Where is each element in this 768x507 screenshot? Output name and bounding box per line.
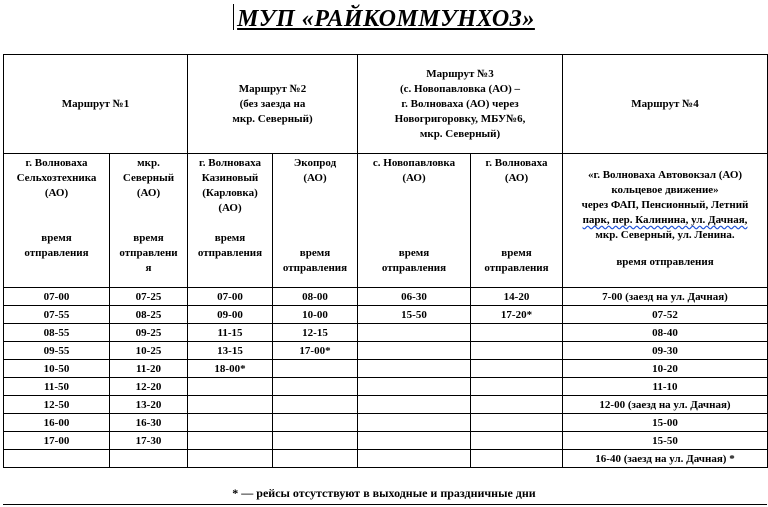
- time-cell: 09-00: [188, 306, 273, 324]
- time-cell: [273, 360, 358, 378]
- time-cell: 17-00: [4, 432, 110, 450]
- time-cell: 10-25: [110, 342, 188, 360]
- time-label: отправления: [282, 262, 348, 274]
- route-2-sub: (без заезда на: [239, 97, 306, 110]
- time-label: время: [299, 247, 331, 259]
- time-cell: 15-00: [563, 414, 768, 432]
- time-cell: 15-50: [563, 432, 768, 450]
- time-cell: 16-40 (заезд на ул. Дачная) *: [563, 450, 768, 468]
- time-cell: [273, 450, 358, 468]
- table-row: [4, 450, 768, 468]
- time-label: отправлени: [119, 247, 178, 259]
- col-header: [110, 154, 188, 288]
- time-label: отправления: [484, 262, 549, 274]
- time-label: время: [398, 247, 430, 259]
- time-cell: [188, 450, 273, 468]
- col-line: Северный: [122, 172, 175, 184]
- col-line: через ФАП, Пенсионный, Летний: [581, 199, 749, 211]
- time-cell: 11-20: [110, 360, 188, 378]
- col-line: (АО): [218, 202, 242, 214]
- time-cell: [471, 414, 563, 432]
- col-line: Сельхозтехника: [16, 172, 97, 184]
- page-title: [0, 4, 768, 33]
- col-header: [471, 154, 563, 288]
- table-row: [4, 396, 768, 414]
- time-cell: [471, 360, 563, 378]
- schedule-table: [3, 54, 768, 468]
- time-cell: 12-20: [110, 378, 188, 396]
- table-row: [4, 342, 768, 360]
- title-text: МУП «РАЙКОММУНХОЗ»: [237, 6, 535, 32]
- time-cell: 14-20: [471, 288, 563, 306]
- table-row: [4, 288, 768, 306]
- table-row: [4, 306, 768, 324]
- col-line: (АО): [44, 187, 69, 199]
- time-cell: 11-15: [188, 324, 273, 342]
- time-cell: [273, 414, 358, 432]
- time-cell: 12-50: [4, 396, 110, 414]
- time-cell: 16-30: [110, 414, 188, 432]
- col-line: (Карловка): [202, 187, 258, 199]
- time-cell: [471, 342, 563, 360]
- time-label: время отправления: [616, 256, 714, 268]
- col-header: [273, 154, 358, 288]
- time-cell: 09-30: [563, 342, 768, 360]
- time-cell: [188, 432, 273, 450]
- time-cell: 10-20: [563, 360, 768, 378]
- col-line: г. Волноваха: [485, 157, 548, 169]
- col-line: мкр.: [137, 157, 160, 169]
- col-line: Казиновый: [201, 172, 259, 184]
- col-line: (АО): [402, 172, 426, 184]
- text-cursor: [233, 4, 234, 30]
- col-line: кольцевое движение»: [611, 184, 719, 196]
- table-row: [4, 414, 768, 432]
- time-cell: 07-00: [4, 288, 110, 306]
- time-label: время: [214, 232, 246, 244]
- time-cell: 17-00*: [273, 342, 358, 360]
- time-cell: 11-10: [563, 378, 768, 396]
- time-cell: [358, 432, 471, 450]
- route-header-row: [4, 55, 768, 154]
- time-cell: 15-50: [358, 306, 471, 324]
- time-cell: 18-00*: [188, 360, 273, 378]
- time-cell: 17-20*: [471, 306, 563, 324]
- time-cell: 09-25: [110, 324, 188, 342]
- time-cell: [273, 396, 358, 414]
- time-cell: 06-30: [358, 288, 471, 306]
- route-4-header: [563, 55, 768, 154]
- time-cell: 7-00 (заезд на ул. Дачная): [563, 288, 768, 306]
- route-1-header: [4, 55, 188, 154]
- time-cell: 13-20: [110, 396, 188, 414]
- col-header: [4, 154, 110, 288]
- table-row: [4, 360, 768, 378]
- table-row: [4, 324, 768, 342]
- col-line: (АО): [303, 172, 327, 184]
- time-cell: 08-25: [110, 306, 188, 324]
- time-cell: [358, 450, 471, 468]
- col-line: с. Новопавловка: [372, 157, 456, 169]
- column-header-row: [4, 154, 768, 288]
- time-cell: 08-40: [563, 324, 768, 342]
- time-cell: [471, 324, 563, 342]
- time-label: время: [41, 232, 72, 244]
- time-cell: 12-00 (заезд на ул. Дачная): [563, 396, 768, 414]
- route-1-title: Маршрут №1: [61, 97, 130, 110]
- route-3-title: Маршрут №3: [426, 67, 494, 80]
- route-2-sub: мкр. Северный): [232, 112, 313, 125]
- col-line: г. Волноваха: [199, 157, 261, 169]
- time-cell: 07-52: [563, 306, 768, 324]
- time-cell: 16-00: [4, 414, 110, 432]
- col-line: Экопрод: [293, 157, 337, 169]
- time-cell: [358, 324, 471, 342]
- time-cell: 10-50: [4, 360, 110, 378]
- time-cell: 09-55: [4, 342, 110, 360]
- col-header: [188, 154, 273, 288]
- col-line: (АО): [504, 172, 529, 184]
- time-cell: 08-00: [273, 288, 358, 306]
- time-cell: 07-55: [4, 306, 110, 324]
- time-cell: [358, 378, 471, 396]
- route-3-sub: г. Волноваха (АО) через: [401, 97, 519, 110]
- route-3-sub: (с. Новопавловка (АО) –: [399, 82, 521, 95]
- time-cell: [273, 432, 358, 450]
- time-label: время: [501, 247, 532, 259]
- time-cell: 17-30: [110, 432, 188, 450]
- time-cell: [110, 450, 188, 468]
- route-3-header: [358, 55, 563, 154]
- time-cell: 10-00: [273, 306, 358, 324]
- time-label: отправления: [381, 262, 447, 274]
- route-3-sub: мкр. Северный): [419, 127, 501, 140]
- time-cell: [471, 396, 563, 414]
- time-cell: [471, 450, 563, 468]
- col-line: г. Волноваха: [25, 157, 88, 169]
- time-cell: 13-15: [188, 342, 273, 360]
- time-cell: 11-50: [4, 378, 110, 396]
- time-cell: [188, 378, 273, 396]
- table-row: [4, 378, 768, 396]
- time-label: отправления: [197, 247, 263, 259]
- footnote: * — рейсы отсутствуют в выходные и праздничные дни: [232, 486, 536, 500]
- time-cell: [471, 432, 563, 450]
- time-label: я: [145, 262, 152, 274]
- col-line: «г. Волноваха Автовокзал (АО): [587, 169, 743, 181]
- footer-divider: [3, 504, 767, 505]
- time-cell: [358, 414, 471, 432]
- time-label: время: [133, 232, 164, 244]
- time-cell: [4, 450, 110, 468]
- time-label: отправления: [24, 247, 89, 259]
- time-cell: [188, 396, 273, 414]
- time-cell: [358, 342, 471, 360]
- time-cell: [358, 396, 471, 414]
- col-line: (АО): [136, 187, 161, 199]
- col-header: [358, 154, 471, 288]
- route-2-header: [188, 55, 358, 154]
- route-3-sub: Новогригоровку, МБУ№6,: [394, 112, 526, 125]
- time-cell: [188, 414, 273, 432]
- time-cell: 07-25: [110, 288, 188, 306]
- col-line: парк, пер. Калинина, ул. Дачная,: [582, 214, 748, 226]
- time-cell: [471, 378, 563, 396]
- time-cell: 12-15: [273, 324, 358, 342]
- time-cell: 07-00: [188, 288, 273, 306]
- time-cell: 08-55: [4, 324, 110, 342]
- col-header: [563, 154, 768, 288]
- time-cell: [358, 360, 471, 378]
- col-line: мкр. Северный, ул. Ленина.: [595, 229, 735, 241]
- route-2-title: Маршрут №2: [238, 82, 307, 95]
- route-4-title: Маршрут №4: [631, 97, 699, 110]
- time-cell: [273, 378, 358, 396]
- table-row: [4, 432, 768, 450]
